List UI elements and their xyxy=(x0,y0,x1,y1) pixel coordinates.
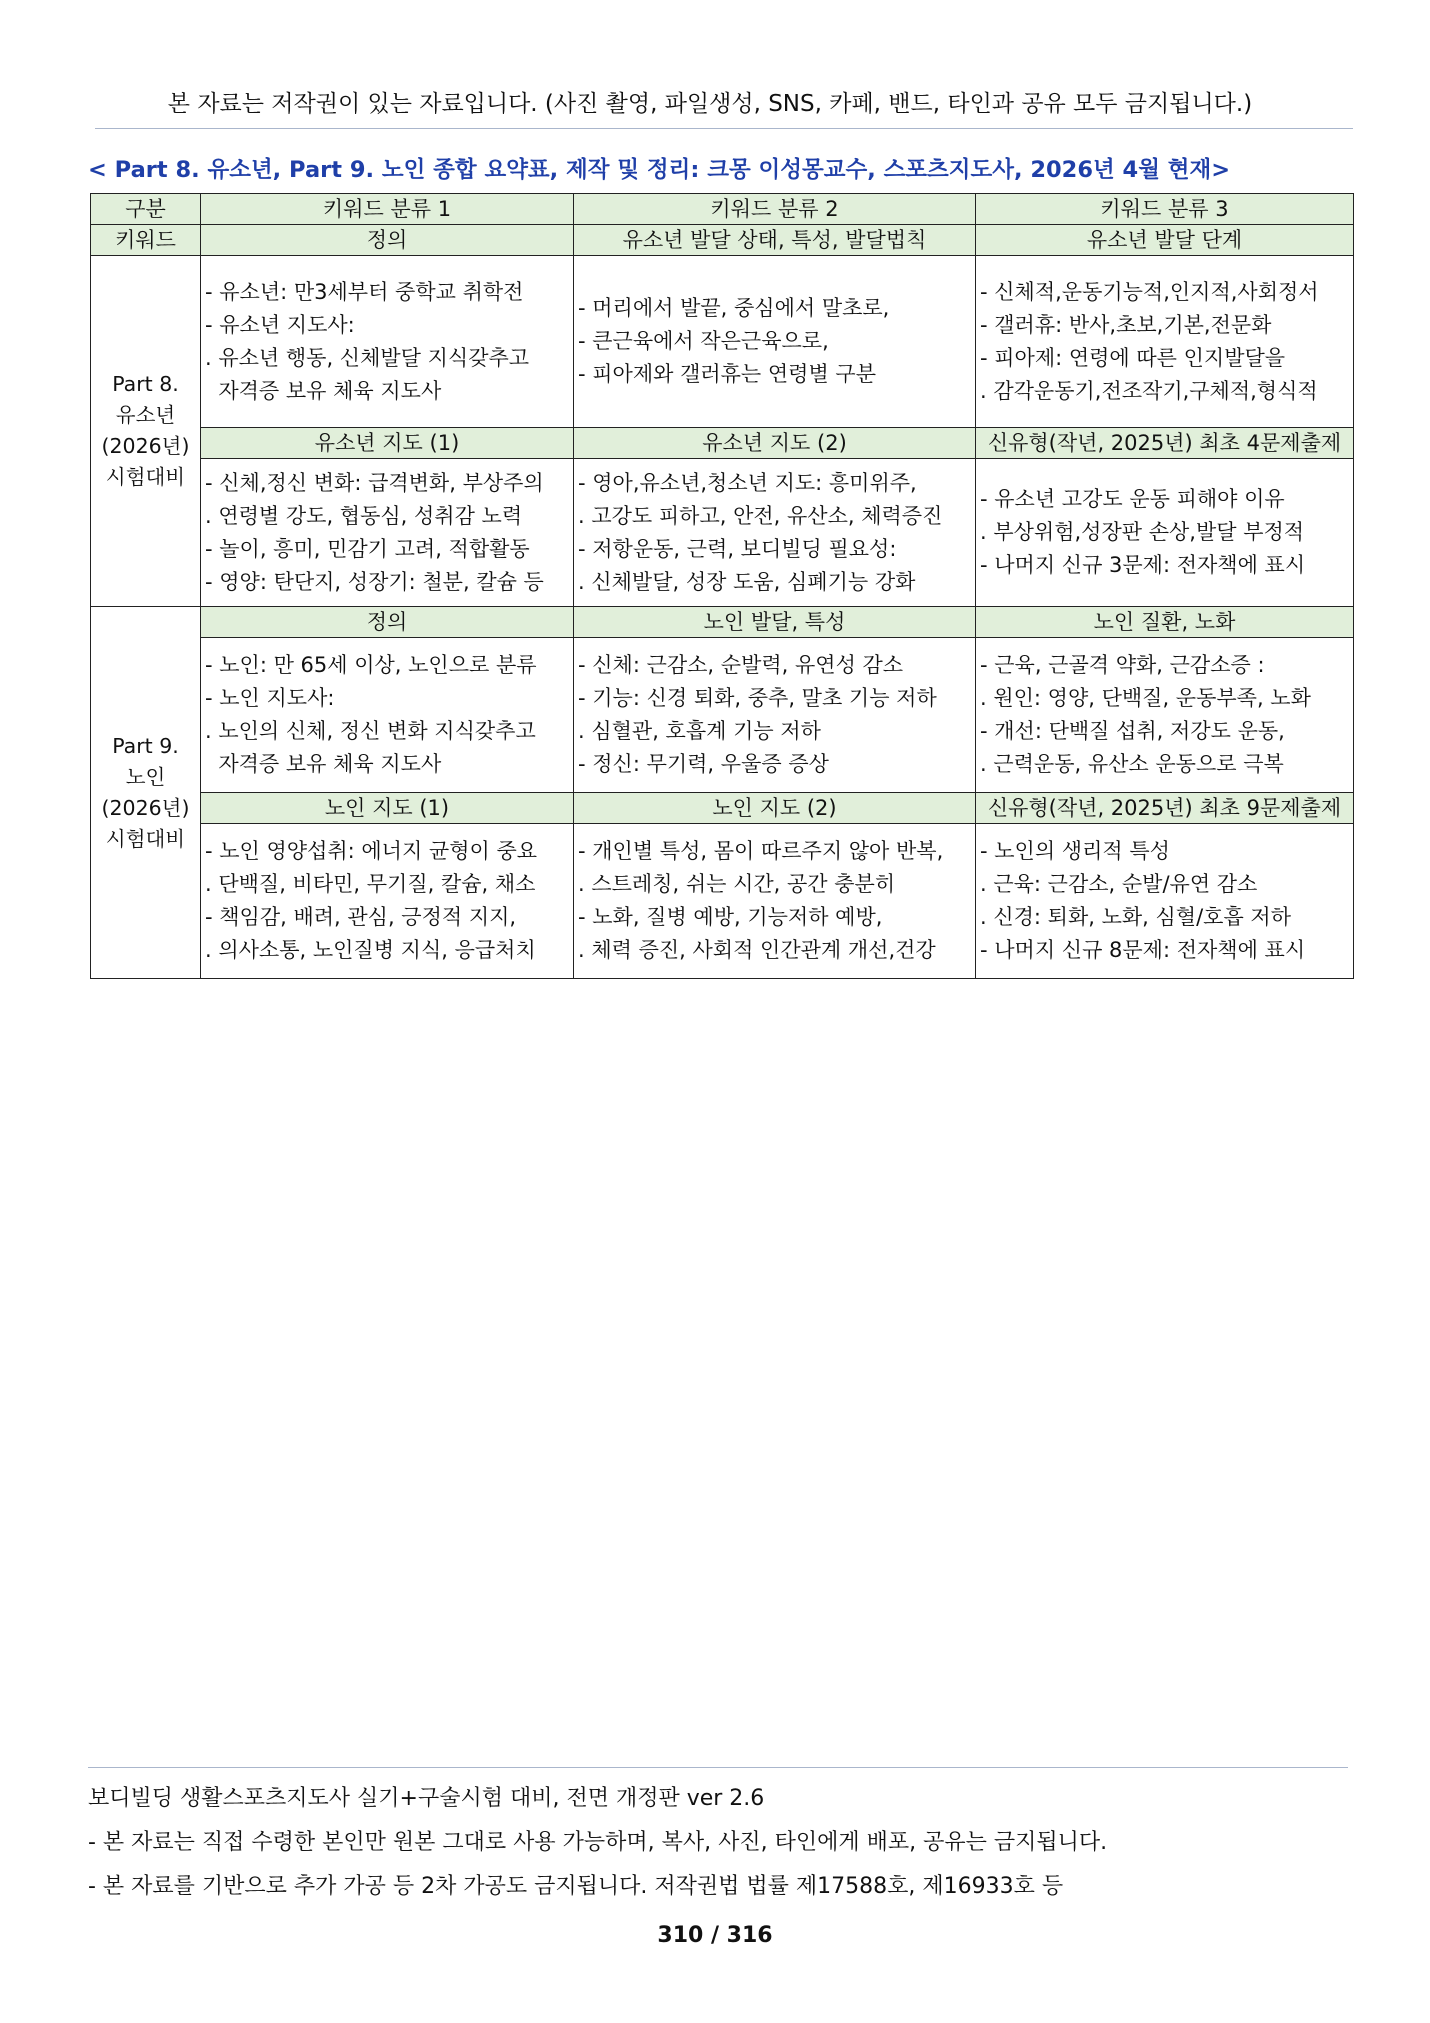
part9-label-cell: Part 9. 노인 (2026년) 시험대비 xyxy=(91,607,201,979)
header-cell: 구분 xyxy=(91,194,201,225)
subheader-cell: 신유형(작년, 2025년) 최초 4문제출제 xyxy=(976,428,1354,459)
summary-table xyxy=(90,193,1354,979)
subheader-cell: 유소년 지도 (2) xyxy=(574,428,976,459)
table-row xyxy=(91,459,1354,607)
table-header-row xyxy=(91,225,1354,256)
header-cell: 키워드 분류 3 xyxy=(976,194,1354,225)
table-cell: - 신체: 근감소, 순발력, 유연성 감소 - 기능: 신경 퇴화, 중추, 말초 기능 저하 . 심혈관, 호흡계 기능 저하 - 정신: 무기력, 우울증 증상 xyxy=(574,638,976,793)
subheader-cell: 노인 질환, 노화 xyxy=(976,607,1354,638)
header-cell: 유소년 발달 상태, 특성, 발달법칙 xyxy=(574,225,976,256)
table-cell: - 노인: 만 65세 이상, 노인으로 분류 - 노인 지도사: . 노인의 신체, 정신 변화 지식갖추고 자격증 보유 체육 지도사 xyxy=(201,638,574,793)
table-header-row xyxy=(91,194,1354,225)
table-cell: - 근육, 근골격 약화, 근감소증 : . 원인: 영양, 단백질, 운동부족, 노화 - 개선: 단백질 섭취, 저강도 운동, . 근력운동, 유산소 운동으로 극복 xyxy=(976,638,1354,793)
table-cell: - 신체적,운동기능적,인지적,사회정서 - 갤러휴: 반사,초보,기본,전문화 - 피아제: 연령에 따른 인지발달을 . 감각운동기,전조작기,구체적,형식적 xyxy=(976,256,1354,428)
table-row xyxy=(91,824,1354,979)
table-cell: - 영아,유소년,청소년 지도: 흥미위주, . 고강도 피하고, 안전, 유산소, 체력증진 - 저항운동, 근력, 보디빌딩 필요성: . 신체발달, 성장 도움, 심폐기능 강화 xyxy=(574,459,976,607)
table-row xyxy=(91,638,1354,793)
header-cell: 키워드 분류 1 xyxy=(201,194,574,225)
header-cell: 정의 xyxy=(201,225,574,256)
table-row xyxy=(91,256,1354,428)
subheader-cell: 신유형(작년, 2025년) 최초 9문제출제 xyxy=(976,793,1354,824)
table-cell: - 노인의 생리적 특성 . 근육: 근감소, 순발/유연 감소 . 신경: 퇴화, 노화, 심혈/호흡 저하 - 나머지 신규 8문제: 전자책에 표시 xyxy=(976,824,1354,979)
subheader-cell: 유소년 지도 (1) xyxy=(201,428,574,459)
subheader-cell: 노인 지도 (2) xyxy=(574,793,976,824)
table-cell: - 신체,정신 변화: 급격변화, 부상주의 . 연령별 강도, 협동심, 성취감 노력 - 놀이, 흥미, 민감기 고려, 적합활동 - 영양: 탄단지, 성장기: 철분, 칼슘 등 xyxy=(201,459,574,607)
top-divider xyxy=(95,128,1353,129)
footer-restriction-1: - 본 자료는 직접 수령한 본인만 원본 그대로 사용 가능하며, 복사, 사진, 타인에게 배포, 공유는 금지됩니다. xyxy=(88,1830,1108,1855)
part8-label-cell: Part 8. 유소년 (2026년) 시험대비 xyxy=(91,256,201,607)
copyright-notice: 본 자료는 저작권이 있는 자료입니다. (사진 촬영, 파일생성, SNS, 카페, 밴드, 타인과 공유 모두 금지됩니다.) xyxy=(167,91,1253,117)
footer-restriction-2: - 본 자료를 기반으로 추가 가공 등 2차 가공도 금지됩니다. 저작권법 법률 제17588호, 제16933호 등 xyxy=(88,1874,1064,1899)
header-cell: 키워드 xyxy=(91,225,201,256)
page-heading: < Part 8. 유소년, Part 9. 노인 종합 요약표, 제작 및 정리: 크몽 이성몽교수, 스포츠지도사, 2026년 4월 현재> xyxy=(88,157,1231,183)
subheader-cell: 노인 지도 (1) xyxy=(201,793,574,824)
table-subheader-row xyxy=(91,428,1354,459)
table-cell: - 노인 영양섭취: 에너지 균형이 중요 . 단백질, 비타민, 무기질, 칼슘, 채소 - 책임감, 배려, 관심, 긍정적 지지, . 의사소통, 노인질병 지식, 응급처치 xyxy=(201,824,574,979)
table-cell: - 머리에서 발끝, 중심에서 말초로, - 큰근육에서 작은근육으로, - 피아제와 갤러휴는 연령별 구분 xyxy=(574,256,976,428)
table-cell: - 유소년 고강도 운동 피해야 이유 . 부상위험,성장판 손상,발달 부정적 - 나머지 신규 3문제: 전자책에 표시 xyxy=(976,459,1354,607)
table-subheader-row xyxy=(91,793,1354,824)
footer-title: 보디빌딩 생활스포츠지도사 실기+구술시험 대비, 전면 개정판 ver 2.6 xyxy=(88,1786,765,1811)
table-cell: - 개인별 특성, 몸이 따르주지 않아 반복, . 스트레칭, 쉬는 시간, 공간 충분히 - 노화, 질병 예방, 기능저하 예방, . 체력 증진, 사회적 인간관계 개선,건강 xyxy=(574,824,976,979)
header-cell: 키워드 분류 2 xyxy=(574,194,976,225)
table-cell: - 유소년: 만3세부터 중학교 취학전 - 유소년 지도사: . 유소년 행동, 신체발달 지식갖추고 자격증 보유 체육 지도사 xyxy=(201,256,574,428)
table-subheader-row xyxy=(91,607,1354,638)
page-number: 310 / 316 xyxy=(657,1923,773,1948)
subheader-cell: 정의 xyxy=(201,607,574,638)
header-cell: 유소년 발달 단계 xyxy=(976,225,1354,256)
subheader-cell: 노인 발달, 특성 xyxy=(574,607,976,638)
footer-divider xyxy=(88,1767,1348,1768)
